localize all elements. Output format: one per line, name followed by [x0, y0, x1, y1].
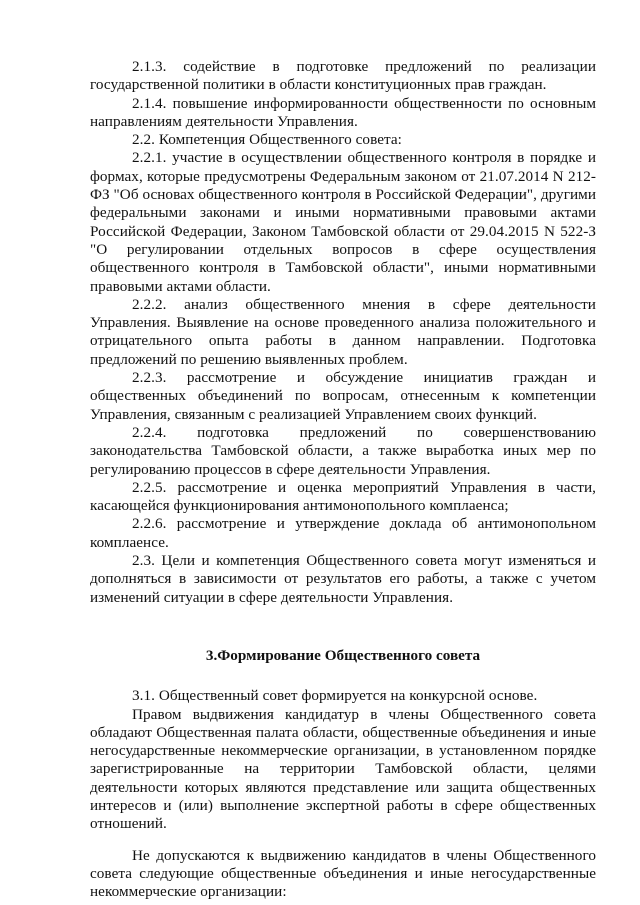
paragraph-2-1-3: 2.1.3. содействие в подготовке предложений по реализации государственной политики в области конституционных прав граждан. [90, 58, 596, 94]
paragraph-2-2-6: 2.2.6. рассмотрение и утверждение доклада об антимонопольном комплаенсе. [90, 515, 596, 551]
paragraph-3-1: 3.1. Общественный совет формируется на конкурсной основе. [132, 687, 538, 705]
paragraph-2-2-5: 2.2.5. рассмотрение и оценка мероприятий Управления в части, касающейся функционирования антимонопольного комплаенса; [90, 478, 596, 515]
paragraph-2-1-4: 2.1.4. повышение информированности общественности по основным направлениям деятельности Управления. [90, 94, 596, 130]
paragraph-nomination-right: Правом выдвижения кандидатур в члены Общественного совета обладают Общественная палата области, общественные объединения и иные негосударственные некоммерческие организации, в установленном порядке зарегистрированные на территории Тамбовской области, целями деятельности которых являются представление или защита общественных интересов и (или) выполнение экспертной работы в сфере общественных отношений. [90, 705, 596, 833]
paragraph-2-2-3: 2.2.3. рассмотрение и обсуждение инициатив граждан и общественных объединений по вопросам, отнесенным к компетенции Управления, связанным с реализацией Управлением своих функций. [90, 369, 596, 423]
paragraph-2-2: 2.2. Компетенция Общественного совета: [132, 131, 402, 149]
paragraph-2-2-2: 2.2.2. анализ общественного мнения в сфере деятельности Управления. Выявление на основе проведенного анализа положительного и отрицательного опыта работы в данном направлении. Подготовка предложений по решению выявленных проблем. [90, 295, 596, 368]
paragraph-2-3: 2.3. Цели и компетенция Общественного совета могут изменяться и дополняться в зависимости от результатов его работы, а также с учетом изменений ситуации в сфере деятельности Управления. [90, 552, 596, 606]
paragraph-exclusions: Не допускаются к выдвижению кандидатов в члены Общественного совета следующие общественные объединения и иные негосударственные некоммерческие организации: [90, 846, 596, 901]
section-heading: 3.Формирование Общественного совета [205, 646, 481, 664]
paragraph-2-2-1: 2.2.1. участие в осуществлении общественного контроля в порядке и формах, которые предусмотрены Федеральным законом от 21.07.2014 N 212-ФЗ "Об основах общественного контроля в Российской Федерации", другими федеральными законами и иными нормативными правовыми актами Российской Федерации, Законом Тамбовской области от 29.04.2015 N 522-З "О регулировании отдельных вопросов в сфере осуществления общественного контроля в Тамбовской области", иными нормативными правовыми актами области. [90, 149, 596, 295]
paragraph-2-2-4: 2.2.4. подготовка предложений по совершенствованию законодательства Тамбовской области, а также выработка иных мер по регулированию процессов в сфере деятельности Управления. [90, 423, 596, 478]
